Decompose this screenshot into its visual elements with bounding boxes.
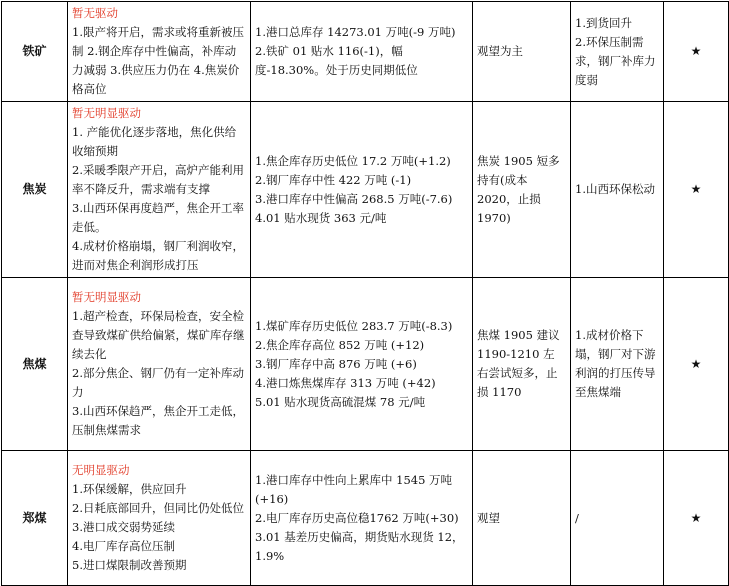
driver-item: 2.日耗底部回升，但同比仍处低位 bbox=[72, 501, 244, 515]
driver-item: 1. 产能优化逐步落地，焦化供给收缩预期 bbox=[72, 125, 237, 158]
data-item: 1.港口总库存 14273.01 万吨(-9 万吨) bbox=[255, 25, 456, 39]
view-item: 观望 bbox=[477, 510, 500, 525]
data-cell bbox=[251, 451, 473, 586]
drivers-cell bbox=[68, 2, 251, 102]
driver-item: 3.山西环保再度趋严，焦企开工率走低。 bbox=[72, 201, 244, 234]
view-item: 观望为主 bbox=[477, 44, 523, 58]
star-icon: ★ bbox=[664, 278, 729, 451]
driver-tag: 暂无明显驱动 bbox=[72, 106, 141, 120]
driver-item: 5.进口煤限制改善预期 bbox=[72, 558, 187, 572]
data-cell bbox=[251, 102, 473, 278]
risk-item: / bbox=[575, 510, 579, 525]
commodity-table bbox=[1, 1, 729, 586]
data-item: 1.煤矿库存历史低位 283.7 万吨(-8.3) bbox=[255, 318, 453, 333]
drivers-cell bbox=[68, 278, 251, 451]
commodity-name: 焦煤 bbox=[2, 278, 68, 451]
data-item: 4.港口炼焦煤库存 313 万吨 (+42) bbox=[255, 375, 436, 390]
driver-item: 2.采暖季限产开启，高炉产能利用率不降反升，需求端有支撑 bbox=[72, 163, 244, 196]
driver-tag: 无明显驱动 bbox=[72, 463, 130, 477]
driver-item: 3.港口成交弱势延续 bbox=[72, 520, 175, 534]
view-cell bbox=[473, 102, 571, 278]
driver-item: 3.山西环保趋严，焦企开工走低，压制焦煤需求 bbox=[72, 404, 244, 437]
driver-tag: 暂无明显驱动 bbox=[72, 290, 141, 304]
star-icon: ★ bbox=[664, 102, 729, 278]
commodity-name: 铁矿 bbox=[2, 2, 68, 102]
view-cell bbox=[473, 451, 571, 586]
risk-cell bbox=[571, 102, 664, 278]
data-item: 3.钢厂库存中高 876 万吨 (+6) bbox=[255, 356, 417, 371]
data-cell bbox=[251, 278, 473, 451]
drivers-cell bbox=[68, 451, 251, 586]
view-cell bbox=[473, 278, 571, 451]
risk-item: 2.环保压制需求，钢厂补库力度弱 bbox=[575, 34, 656, 87]
data-cell bbox=[251, 2, 473, 102]
driver-item: 4.电厂库存高位压制 bbox=[72, 539, 175, 553]
view-item: 焦炭 1905 短多持有(成本 2020，止损 1970) bbox=[477, 153, 560, 225]
view-cell bbox=[473, 2, 571, 102]
data-item: 1.焦企库存历史低位 17.2 万吨(+1.2) bbox=[255, 153, 451, 168]
data-item: 2.电厂库存历史高位稳1762 万吨(+30) bbox=[255, 510, 459, 525]
data-item: 4.01 贴水现货 363 元/吨 bbox=[255, 210, 387, 225]
data-item: 2.铁矿 01 贴水 116(-1)，幅度-18.30%。处于历史同期低位 bbox=[255, 44, 418, 77]
risk-item: 1.到货回升 bbox=[575, 15, 632, 30]
star-icon: ★ bbox=[664, 451, 729, 586]
risk-item: 1.山西环保松动 bbox=[575, 182, 655, 196]
commodity-name: 郑煤 bbox=[2, 451, 68, 586]
table-row bbox=[2, 278, 729, 451]
table-row bbox=[2, 451, 729, 586]
driver-item: 1.超产检查，环保局检查，安全检查导致煤矿供给偏紧，煤矿库存继续去化 bbox=[72, 309, 245, 361]
data-item: 3.01 基差历史偏高，期货贴水现货 12，1.9% bbox=[255, 529, 464, 563]
data-item: 5.01 贴水现货高硫混煤 78 元/吨 bbox=[255, 394, 426, 409]
data-item: 3.港口库存中性偏高 268.5 万吨(-7.6) bbox=[255, 191, 453, 206]
data-item: 2.焦企库存高位 852 万吨 (+12) bbox=[255, 337, 425, 352]
risk-cell bbox=[571, 451, 664, 586]
table-row bbox=[2, 2, 729, 102]
driver-item: 4.成材价格崩塌，钢厂利润收窄，进而对焦企利润形成打压 bbox=[72, 239, 244, 272]
star-icon: ★ bbox=[664, 2, 729, 102]
risk-cell bbox=[571, 2, 664, 102]
data-item: 1.港口库存中性向上累库中 1545 万吨(+16) bbox=[255, 472, 453, 506]
table-row bbox=[2, 102, 729, 278]
view-item: 焦煤 1905 建议 1190-1210 左右尝试短多，止损 1170 bbox=[477, 328, 560, 399]
driver-tag: 暂无驱动 bbox=[72, 6, 118, 20]
driver-item: 2.部分焦企、钢厂仍有一定补库动力 bbox=[72, 366, 244, 399]
driver-item: 1.限产将开启，需求或将重新被压制 2.钢企库存中性偏高，补库动力减弱 3.供应压力仍在 4.焦炭价格高位 bbox=[72, 25, 244, 96]
driver-item: 1.环保缓解，供应回升 bbox=[72, 482, 187, 496]
commodity-name: 焦炭 bbox=[2, 102, 68, 278]
drivers-cell bbox=[68, 102, 251, 278]
risk-item: 1.成材价格下塌，钢厂对下游利润的打压传导至焦煤端 bbox=[575, 328, 656, 399]
risk-cell bbox=[571, 278, 664, 451]
data-item: 2.钢厂库存中性 422 万吨 (-1) bbox=[255, 172, 412, 187]
